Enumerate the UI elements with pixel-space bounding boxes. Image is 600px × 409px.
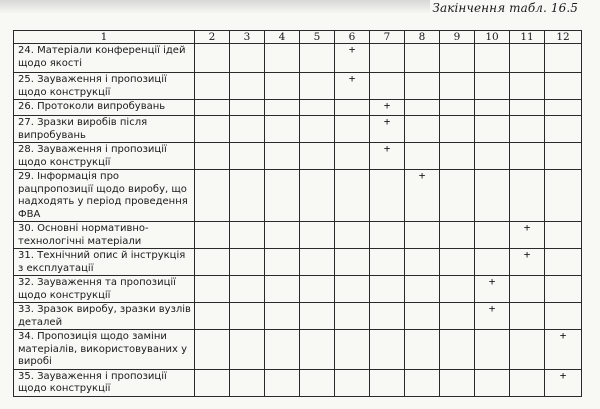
table-cell [475, 73, 510, 100]
table-cell [265, 369, 300, 396]
table-cell [475, 249, 510, 276]
table-row [14, 44, 582, 73]
table-row [14, 170, 582, 222]
table-cell [440, 330, 475, 370]
row-label: 28. Зауваження і пропозиції щодо конструкції [14, 143, 195, 170]
table-caption: Закінчення табл. 16.5 [432, 1, 578, 15]
table-cell [195, 330, 230, 370]
plus-mark: + [475, 303, 510, 330]
table-cell [475, 330, 510, 370]
table-header-row [14, 31, 582, 44]
table-row [14, 222, 582, 249]
table-row [14, 276, 582, 303]
column-header: 10 [475, 31, 510, 44]
table-cell [335, 170, 370, 222]
table-cell [545, 249, 582, 276]
table-cell [510, 73, 545, 100]
table-cell [195, 249, 230, 276]
table-cell [510, 143, 545, 170]
table-cell [335, 303, 370, 330]
table-cell [475, 170, 510, 222]
table-cell [265, 222, 300, 249]
table-cell [475, 44, 510, 73]
row-label: 24. Матеріали конференції ідей щодо якості [14, 44, 195, 73]
table [13, 30, 582, 397]
table-row [14, 369, 582, 396]
column-header: 6 [335, 31, 370, 44]
row-label: 26. Протоколи випробувань [14, 100, 195, 116]
table-cell [195, 116, 230, 143]
table-cell [230, 44, 265, 73]
table-cell [405, 116, 440, 143]
plus-mark: + [475, 276, 510, 303]
table-row [14, 249, 582, 276]
table-cell [440, 44, 475, 73]
row-label: 27. Зразки виробів після випробувань [14, 116, 195, 143]
plus-mark: + [510, 222, 545, 249]
table-row [14, 100, 582, 116]
table-cell [195, 170, 230, 222]
table-cell [475, 222, 510, 249]
table-cell [265, 303, 300, 330]
table-cell [300, 44, 335, 73]
table-cell [195, 73, 230, 100]
table-cell [510, 170, 545, 222]
column-header: 1 [14, 31, 195, 44]
column-header: 5 [300, 31, 335, 44]
table-cell [370, 170, 405, 222]
table-cell [370, 303, 405, 330]
table-cell [440, 276, 475, 303]
table-cell [440, 369, 475, 396]
table-cell [370, 249, 405, 276]
table-cell [300, 170, 335, 222]
table-cell [440, 222, 475, 249]
table-cell [370, 44, 405, 73]
table-cell [475, 143, 510, 170]
table-cell [475, 369, 510, 396]
plus-mark: + [370, 143, 405, 170]
table-cell [335, 369, 370, 396]
table-row [14, 143, 582, 170]
table-cell [510, 116, 545, 143]
table-cell [545, 303, 582, 330]
table-cell [230, 222, 265, 249]
table-cell [195, 303, 230, 330]
row-label: 35. Зауваження і пропозиції щодо конструкції [14, 369, 195, 396]
table-cell [265, 170, 300, 222]
table-cell [300, 303, 335, 330]
table-cell [510, 303, 545, 330]
table-cell [195, 44, 230, 73]
table-cell [370, 330, 405, 370]
column-header: 9 [440, 31, 475, 44]
table-cell [405, 100, 440, 116]
table-cell [265, 100, 300, 116]
table-cell [300, 330, 335, 370]
column-header: 12 [545, 31, 582, 44]
plus-mark: + [370, 100, 405, 116]
table-row [14, 330, 582, 370]
table-cell [335, 116, 370, 143]
table-cell [440, 100, 475, 116]
table-cell [545, 276, 582, 303]
column-header: 8 [405, 31, 440, 44]
table-cell [300, 276, 335, 303]
plus-mark: + [405, 170, 440, 222]
column-header: 3 [230, 31, 265, 44]
table-cell [265, 116, 300, 143]
table-cell [370, 73, 405, 100]
table-cell [545, 116, 582, 143]
row-label: 29. Інформація про рацпропозиції щодо виробу, що надходять у період проведення ФВА [14, 170, 195, 222]
table-cell [265, 330, 300, 370]
table-cell [335, 143, 370, 170]
column-header: 7 [370, 31, 405, 44]
table-cell [545, 44, 582, 73]
table-cell [230, 369, 265, 396]
table-cell [405, 369, 440, 396]
table-cell [370, 276, 405, 303]
row-label: 25. Зауваження і пропозиції щодо конструкції [14, 73, 195, 100]
table-cell [265, 249, 300, 276]
table-cell [405, 330, 440, 370]
plus-mark: + [335, 73, 370, 100]
table-cell [195, 143, 230, 170]
table-cell [405, 249, 440, 276]
table-row [14, 116, 582, 143]
plus-mark: + [335, 44, 370, 73]
table-cell [300, 116, 335, 143]
table-cell [230, 73, 265, 100]
table-cell [335, 249, 370, 276]
table-cell [370, 222, 405, 249]
table-cell [230, 143, 265, 170]
plus-mark: + [510, 249, 545, 276]
table-cell [230, 303, 265, 330]
row-label: 34. Пропозиція щодо заміни матеріалів, використовуваних у виробі [14, 330, 195, 370]
plus-mark: + [370, 116, 405, 143]
table-cell [405, 44, 440, 73]
table-cell [440, 170, 475, 222]
table-cell [335, 330, 370, 370]
table-cell [230, 170, 265, 222]
table-cell [300, 73, 335, 100]
table-cell [300, 249, 335, 276]
row-label: 31. Технічний опис й інструкція з експлуатації [14, 249, 195, 276]
table-cell [195, 222, 230, 249]
column-header: 11 [510, 31, 545, 44]
table-cell [265, 143, 300, 170]
table-cell [300, 369, 335, 396]
table-cell [300, 100, 335, 116]
table-cell [300, 222, 335, 249]
table-cell [545, 170, 582, 222]
table-cell [440, 303, 475, 330]
table-row [14, 73, 582, 100]
table-cell [265, 73, 300, 100]
table-cell [195, 369, 230, 396]
table-cell [545, 222, 582, 249]
table-cell [440, 73, 475, 100]
table-cell [265, 276, 300, 303]
table-cell [440, 116, 475, 143]
row-label: 30. Основні нормативно-технологічні матеріали [14, 222, 195, 249]
table-cell [195, 276, 230, 303]
table-cell [405, 143, 440, 170]
column-header: 2 [195, 31, 230, 44]
table-cell [335, 276, 370, 303]
table-cell [545, 100, 582, 116]
table-cell [475, 116, 510, 143]
table-cell [335, 222, 370, 249]
table-cell [510, 100, 545, 116]
table-cell [510, 369, 545, 396]
table-cell [475, 100, 510, 116]
scan-shadow [0, 0, 430, 14]
table-cell [405, 303, 440, 330]
table-cell [230, 330, 265, 370]
column-header: 4 [265, 31, 300, 44]
table-cell [405, 73, 440, 100]
table-cell [230, 100, 265, 116]
table-cell [335, 100, 370, 116]
row-label: 33. Зразок виробу, зразки вузлів деталей [14, 303, 195, 330]
table-cell [265, 44, 300, 73]
table-cell [195, 100, 230, 116]
table-cell [405, 222, 440, 249]
table-cell [230, 249, 265, 276]
table-cell [510, 44, 545, 73]
table-row [14, 303, 582, 330]
table-cell [440, 249, 475, 276]
table-cell [300, 143, 335, 170]
table-cell [230, 116, 265, 143]
table-cell [370, 369, 405, 396]
table-cell [440, 143, 475, 170]
plus-mark: + [545, 330, 582, 370]
table-cell [405, 276, 440, 303]
row-label: 32. Зауваження та пропозиції щодо конструкції [14, 276, 195, 303]
table-cell [510, 330, 545, 370]
table-cell [510, 276, 545, 303]
table-cell [545, 73, 582, 100]
table-cell [545, 143, 582, 170]
plus-mark: + [545, 369, 582, 396]
table-cell [230, 276, 265, 303]
table-body [14, 44, 582, 397]
